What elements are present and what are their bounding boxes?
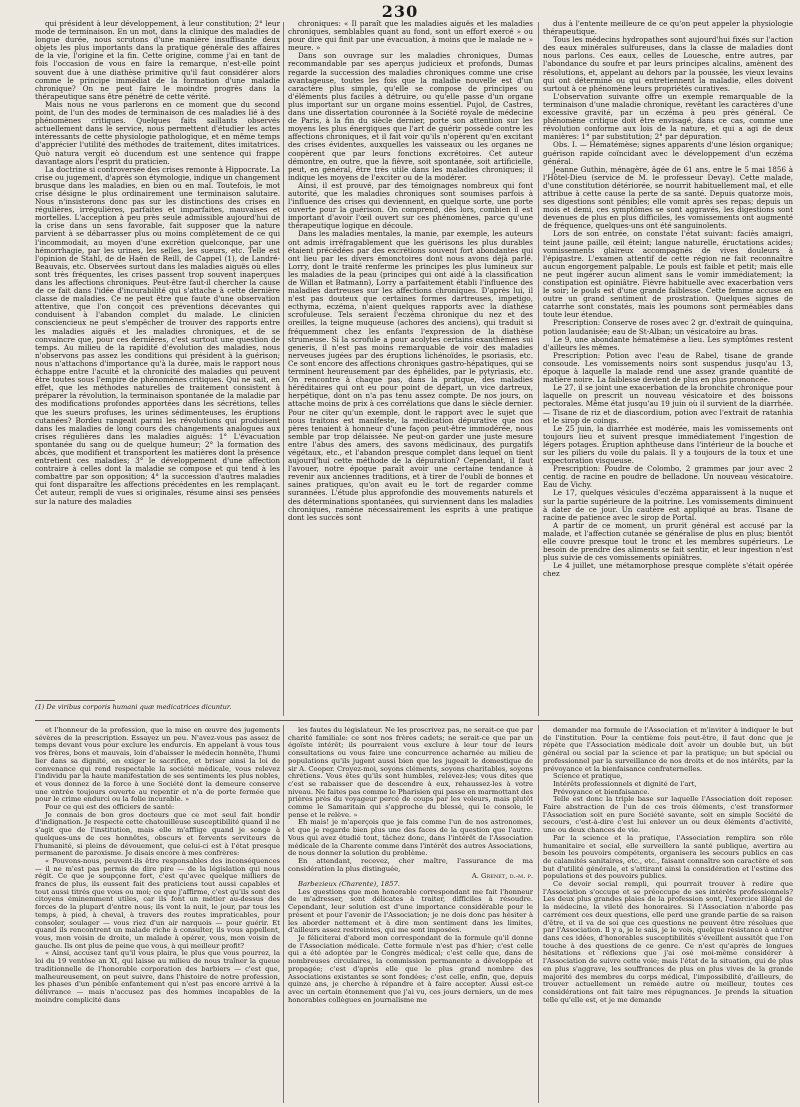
paragraph: et l'honneur de la profession, que la mise en œuvre des jugements sévères de la prescription. Essayez un peu. N'avez-vous pas assez de temps devant vous pour exclure les endurcis. En appelant à vous tous vos frères, bons et mauvais, loin d'abaisser le médecin honnête, l'humi lier dans sa dignité, en exiger le sacrifice, et briser ainsi la loi de convenance qui rend respectable la société médicale, vous relevez l'individu par la haute manifestation de ses sentiments les plus nobles, et vous donnez de la force à une Société dont la demeure conserve une entrée toujours ouverte au repentir et n'a de porte fermée que pour le crime endurci ou la folie incurable. » bbox=[35, 727, 280, 804]
paragraph: Je féliciterai d'abord mon correspondant de la formule qu'il donne de l'Association médicale. Cette formule n'est pas d'hier; c'est celle qui a été adoptée par le Congrès médical; c'est celle que, dans de nombreuses circulaires, la commission permanente a développée et propagée; c'est d'après elle que le plus grand nombre des Associations existantes se sont fondées; c'est celle, enfin, que, depuis quinze ans, je cherche à répandre et à faire accepter. Aussi est-ce avec un certain étonnement que j'ai vu, ces jours derniers, un de mes honorables collègues en journalisme me bbox=[288, 933, 533, 1004]
paragraph: Les questions que mon honorable correspondant me fait l'honneur de m'adresser, sont délicates à traiter, difficiles à résoudre. Cependant, leur solution est d'une importance considérable pour le présent et pour l'avenir de l'Association; je ne dois donc pas hésiter à les aborder nettement et à dire mon sentiment dans les limites, d'ailleurs assez restreintes, qui me sont imposées. bbox=[288, 887, 533, 935]
paragraph: Le 4 juillet, une métamorphose presque complète s'était opérée chez bbox=[543, 561, 793, 579]
paragraph: Prescription: Poudre de Colombo, 2 grammes par jour avec 2 centig. de racine en poudre de belladone. Un nouveau vésicatoire. Eau de Vichy. bbox=[543, 464, 793, 490]
paragraph: demander ma formule de l'Association et m'inviter à indiquer le but de l'institution. Pour la centième fois peut-être, il faut donc que je répète que l'Association médicale doit avoir un double but, un but général ou social par la science et par la pratique; un but spécial ou professionnel par la surveillance de nos droits et de nos intérêts, par la prévoyance et la bienfaisance confraternelles. bbox=[543, 727, 793, 773]
paragraph: dus à l'entente meilleure de ce qu'on peut appeler la physiologie thérapeutique. bbox=[543, 20, 793, 37]
paragraph: chroniques: « Il paraît que les maladies aiguës et les maladies chroniques, semblables quant au fond, sont un effort exercé » ou pour dire qui finit par une évacuation, à moins que le malade ne » meure. » bbox=[288, 20, 533, 53]
paragraph: Dans son ouvrage sur les maladies chroniques, Dumas recommandable par ses aperçus judicieux et profonds, Dumas regarde la succession des maladies chroniques comme une crise avantageuse, toutes les fois que la maladie nouvelle est d'un caractère plus simple, qu'elle se compose de principes ou d'éléments plus faciles à détruire, ou qu'elle passe d'un organe plus important sur un organe moins essentiel. Pujol, de Castres, dans une dissertation couronnée à la Société royale de médecine de Paris, à la fin du siècle dernier, porte son attention sur les moyens les plus énergiques que l'art de guérir possède contre les affections chroniques, et il fait voir qu'ils n'opèrent qu'en excitant des crises évidentes, auxquelles les vaisseaux ou les organes ne coopèrent que par leurs fonctions excrétoires. Cet auteur démontre, en outre, que la fièvre, soit spontanée, soit artificielle, peut, en général, être très utile dans les maladies chroniques; il indique les moyens de l'exciter ou de la modérer. bbox=[288, 51, 533, 182]
paragraph: Prévoyance et bienfaisance. bbox=[553, 787, 650, 796]
paragraph: Eh mais! je m'aperçois que je fais comme l'un de nos astronomes, et que je regarde bien plus une des faces de la question que l'autre. Vous qui avez étudié tout, tâchez donc, dans l'intérêt de l'Association médicale de la Charente comme dans l'intérêt des autres Associations, de nous donner la solution du problème. bbox=[288, 818, 533, 858]
paragraph: « Ainsi, accusez tant qu'il vous plaira, le plus que vous pourrez, la loi du 19 ventôse an XI, qui laisse au milieu de nous traîner la queue traditionnelle de l'honorable corporation des barbiers — c'est que, malheureusement, on peut suivre, dans l'histoire de notre profession, les phases d'un pénible enfantement qui n'est pas encore arrivé à la délivrance — mais n'accusez pas des hommes incapables de la moindre complicité dans bbox=[35, 949, 280, 1004]
signature: A. Grenet, d.-m. p. bbox=[471, 872, 533, 881]
paragraph: « Pouvons-nous, peuvent-ils être responsables des inconséquences — il ne m'est pas permis de dire pire — de la législation qui nous régit. Ce que je soupçonne fort, c'est qu'avec quelque milliers de francs de plus, ils eussent fait des praticiens tout aussi capables et tout aussi titrés que vous ou moi; ce que j'affirme, c'est qu'ils sont des citoyens éminemment utiles, car ils font un métier au-dessus des forces de la plupart d'entre nous; ils vont la nuit, le jour, par tous les temps, à pied, à cheval, à travers des routes impraticables, pour consoler, soulager — vous riez d'un air narquois — pour guérir. Et quand ils rencontrent un malade riche à consulter, ils vous appellent, vous, mon voisin de droite, un malade à opérer, vous, mon voisin de gauche. Ils ont plus de peine que vous, à qui meilleur profit? bbox=[35, 856, 280, 950]
column-divider bbox=[283, 725, 284, 1103]
paragraph: Prescription: Conserve de roses avec 2 gr. d'extrait de quinquina, potion laudanisée; eau de St-Alban; un vésicatoire au bras. bbox=[543, 318, 793, 336]
paragraph: Prescription: Potion avec l'eau de Rabel, tisane de grande consoude. Les vomissements noirs sont suspendus jusqu'au 13, époque à laquelle la malade rend une assez grande quantité de matière noire. La faiblesse devient de plus en plus prononcée. bbox=[543, 350, 793, 385]
footnote-rule bbox=[35, 700, 115, 701]
paragraph: Le 25 juin, la diarrhée est modérée, mais les vomissements ont toujours lieu et suivent presque immédiatement l'ingestion de légers potages. Éruption aphtheuse dans l'intérieur de la bouche et sur les piliers du voile du palais. Il y a toujours de la toux et une expectoration visqueuse. bbox=[543, 423, 793, 466]
paragraph: Pour ce qui est des officiers de santé: bbox=[45, 803, 175, 812]
column-3 bbox=[543, 20, 793, 716]
paragraph: Jeanne Guthin, ménagère, âgée de 61 ans, entre le 5 mai 1856 à l'Hôtel-Dieu (service de M. le professeur Devay). Cette malade, d'une constitution détériorée, se nourrit habituellement mal, et elle attribue à cette cause la perte de sa santé. Depuis quatorze mois, ses digestions sont pénibles; elle vomit après ses repas; depuis un mois et demi, ces symptômes se sont aggravés, les digestions sont devenues de plus en plus difficiles, les vomissements ont augmenté de fréquence, quelques-uns ont été sanguinolents. bbox=[543, 164, 793, 231]
paragraph: Telle est donc la triple base sur laquelle l'Association doit reposer. Faire abstraction de l'un de ces trois éléments, c'est transformer l'Association soit en pure Société savante, soit en simple Société de secours, c'est-à-dire c'est lui enlever un ou deux éléments d'activité, une ou deux chances de vie. bbox=[543, 795, 793, 835]
dateline: Barbezieux (Charente), 1857. bbox=[298, 880, 400, 889]
paragraph: Le 27, il se joint une exacerbation de la bronchite chronique pour laquelle on prescrit un nouveau vésicatoire et des boissons pectorales. Même état jusqu'au 19 juin où il survient de la diarrhée. — Tisane de riz et de diascordium, potion avec l'extrait de ratanhia et le sirop de coings. bbox=[543, 383, 793, 425]
paragraph: les fautes du législateur. Ne les proscrivez pas, ne serait-ce que par charité familiale: ce sont nos frères cadets; ne serait-ce que par un égoïste intérêt; ils pourraient vous exclure à leur tour de leurs consultations ou vous faire une concurrence acharnée au milieu de populations qu'ils jugent aussi bien que les jugeait le domestique de sir A. Cooper. Croyez-moi, soyons cléments, soyons charitables, soyons chrétiens. Vous êtes qu'ils sont humbles, relevez-les; vous dites que c'est se rabaisser que de descendre à eux, rehaussez-les à votre niveau. Ne faites pas comme le Pharisien qui passe en marmottant des prières près du voyageur percé de coups par les voleurs, mais plutôt comme le Samaritain qui s'approche du blessé, qui le console, le pense et le relève. » bbox=[288, 727, 533, 819]
paragraph: Ainsi, il est prouvé, par des témoignages nombreux qui font autorité, que les maladies chroniques sont soumises parfois à l'influence des crises qui deviennent, en quelque sorte, une porte ouverte pour la guérison. On comprend, dès lors, combien il est important d'avoir l'œil ouvert sur ces phénomènes, parce qu'une thérapeutique logique en découle. bbox=[288, 180, 533, 231]
paragraph: Tous les médecins hydropathes sont aujourd'hui fixés sur l'action des eaux minérales sulfureuses, dans la classe de maladies dont nous parlons. Ces eaux, celles de Louesche, entre autres, par l'abondance du soufre et par leurs principes alcalins, amènent des résolutions, et, appelant au dehors par la poussée, les vieux levains qui ont déterminé ou qui entretiennent la maladie, elles doivent surtout à ce phénomène leurs propriétés curatives. bbox=[543, 35, 793, 93]
paragraph: Mais nous ne vous parlerons en ce moment que du second point, de l'un des modes de terminaison de ces maladies lié à des phénomènes critiques. Quelques faits saillants observés actuellement dans le service, nous permettent d'étudier les actes intéressants de cette physiologie pathologique, et en même temps d'apprécier l'utilité des méthodes de traitement, dites imitatrices. Quò natura vergit eò ducendum est une sentence qui frappe davantage alors l'esprit du praticien. bbox=[35, 99, 280, 166]
column-2 bbox=[288, 20, 533, 716]
paragraph: Lors de son entrée, on constate l'état suivant: faciès amaigri, teint jaune paille, œil éteint; langue naturelle, éructations acides; vomissements glaireux accompagnés de vives douleurs à l'épigastre. L'examen attentif de cette région ne fait reconnaître aucun engorgement palpable. Le pouls est faible et petit; mais elle ne peut ingérer aucun aliment sans le vomir immédiatement; la constipation est opiniâtre. Fièvre habituelle avec exacerbation vers le soir; le pouls est d'une grande faiblesse. Cette femme accuse en outre un grand sentiment de prostration. Quelques signes de catarrhe sont constatés, mais les poumons sont perméables dans toute leur étendue. bbox=[543, 229, 793, 320]
paragraph: A partir de ce moment, un prurit général est accusé par la malade, et l'affection cutanée se généralise de plus en plus; bientôt elle couvre presque tout le tronc et les membres supérieurs. Le besoin de prendre des aliments se fait sentir, et leur ingestion n'est plus suivie de ces vomissements opiniâtres. bbox=[543, 520, 793, 563]
paragraph: En attendant, recevez, cher maître, l'assurance de ma considération la plus distinguée, bbox=[288, 856, 533, 873]
paragraph: Intérêts professionnels et dignité de l'art, bbox=[553, 779, 697, 788]
paragraph: Science et pratique, bbox=[553, 772, 623, 781]
paragraph: Le 17, quelques vésicules d'eczéma apparaissent à la nuque et sur la partie supérieure de la poitrine. Les vomissements diminuent à dater de ce jour. Un cautère est appliqué au bras. Tisane de racine de patience avec le sirop de Portal. bbox=[543, 488, 793, 522]
paragraph: qui président à leur développement, à leur constitution; 2° leur mode de terminaison. En un mot, dans la clinique des maladies de longue durée, nous scrutons d'une manière insuffisante deux objets les plus importants dans la pratique générale des affaires de la vie, l'origine et la fin. Cette origine, comme j'ai en tant de fois l'occasion de vous en faire la remarque, n'est-elle point souvent due à une diathèse primitive qu'il faut considérer alors comme le principe immédiat de la formation d'une maladie chronique? On ne peut faire le moindre progrès dans la thérapeutique sans être pénétré de cette vérité. bbox=[35, 20, 280, 101]
page-number: 230 bbox=[381, 2, 419, 21]
column-3 bbox=[543, 727, 793, 1103]
paragraph: Par la science et la pratique, l'Association remplira son rôle humanitaire et social, elle surveillera la santé publique, avertira au besoin les pouvoirs compétents, organisera les secours publics en cas de calamités sanitaires, etc., etc., faisant connaître son caractère et son but d'utilité générale, et s'attirant ainsi la considération et l'estime des populations et des pouvoirs publics. bbox=[543, 833, 793, 881]
observation-heading: Obs. I. — Hématémèse; signes apparents d'une lésion organique; guérison rapide coïncidant avec le développement d'un eczéma général. bbox=[543, 140, 793, 166]
column-2 bbox=[288, 727, 533, 1103]
column-1 bbox=[35, 727, 280, 1103]
column-divider bbox=[283, 22, 284, 716]
section-divider bbox=[35, 720, 793, 721]
paragraph: Le 9, une abondante hématémèse a lieu. Les symptômes restent d'ailleurs les mêmes. bbox=[543, 334, 793, 352]
paragraph: L'observation suivante offre un exemple remarquable de la terminaison d'une maladie chronique, revêtant les caractères d'une excessive gravité, par un eczéma à peu près général. Ce phénomène critique doit être envisagé, dans ce cas, comme une révolution conforme aux lois de la nature, et qui a agi de deux manières: 1° par substitution; 2° par dépuration. bbox=[543, 91, 793, 142]
column-divider bbox=[538, 22, 539, 716]
paragraph: Ce devoir social rempli, qui pourrait trouver à redire que l'Association s'occupe et se préoccupe de ses intérêts professionnels? Les deux plus grandes plaies de la profession sont, l'exercice illégal de la médecine, la vileté des honoraires. Si l'Association n'aborde pas carrément ces deux questions, elle perd une grande partie de sa raison d'être, et il va de soi que ces questions ne peuvent être résolues que par l'Association. Il y a, je le sais, je le vois, quelque résistance à entrer dans ces idées, d'honorables susceptibilités s'éveillent aussitôt que l'on touche à des questions de ce genre. Ce n'est qu'après de longues hésitations et réflexions que j'ai osé moi-même considérer à l'Association de suivre cette voie; mais l'état de la situation, qui de plus en plus s'aggrave, les souffrances de plus en plus vives de la grande majorité des membres du corps médical, l'impossibilité, d'ailleurs, de trouver actuellement un remède autre ou meilleur, toutes ces considérations ont fait taire mes répugnances. Je prends la situation telle qu'elle est, et je me demande bbox=[543, 880, 793, 1004]
footnote: (1) De viribus corporis humani quæ medicatrices dicuntur. bbox=[35, 703, 232, 711]
paragraph: Dans les maladies mentales, la manie, par exemple, les auteurs ont admis irréfragablement que les guérisons les plus durables étaient précédées par des excrétions souvent fort abondantes qui ont lieu par les divers émonctoires dont nous avons déjà parlé. Lorry, dont le traité renferme les principes les plus lumineux sur les maladies de la peau (principes qui ont aidé à la classification de Willan et Batmann), Lorry a parfaitement établi l'influence des maladies dartreuses sur les affections chroniques. D'après lui, il n'est pas douteux que certaines formes dartreuses, impetigo, ecthyma, eczéma, n'aient quelques rapports avec la diathèse scrofuleuse. Tels seraient l'eczéma chronique du nez et des oreilles, la teigne muqueuse (achores des anciens), qui traduit si fréquemment chez les enfants l'expression de la diathèse strumeuse. Si la scrofule a pour acolytes certains exanthèmes sui generis, il n'est pas moins remarquable de voir des maladies nerveuses jugées par des éruptions lichénoïdes, le psoriasis, etc. Ce sont encore des affections chroniques gastro-hépatiques, qui se terminent heureusement par des éphélides, par le pytyriasis, etc. On rencontre à chaque pas, dans la pratique, des maladies héréditaires qui ont eu pour point de départ, un vice dartreux, herpétique, dont on n'a pas tenu assez compte. De nos jours, on attache moins de prix à ces corrélations que dans le siècle dernier. Pour ne citer qu'un exemple, dont le rapport avec le sujet que nous traitons est manifeste, la médication dépurative que nos pères tenaient à honneur d'une façon peut-être immodérée, nous semble par trop délaissée. Ne peut-on garder une juste mesure entre l'abus des amers, des savons médicinaux, des purgatifs végétaux, etc., et l'abandon presque complet dans lequel on tient aujourd'hui cette méthode de la dépuration? Cependant, il faut l'avouer, notre époque paraît avoir une certaine tendance à revenir aux anciennes traditions, et à tirer de l'oubli de bonnes et saines pratiques, qu'on avait eu le tort de regarder comme surannées. L'étude plus approfondie des mouvements naturels et des déterminations spontanées, qui surviennent dans les maladies chroniques, ramène nécessairement les esprits à une pratique dont les succès sont bbox=[288, 229, 533, 522]
paragraph: La doctrine si controversée des crises remonte à Hippocrate. La crise ou jugement, d'après son étymologie, indique un changement brusque dans les maladies, en bien ou en mal. Toutefois, le mot crise désigne le plus ordinairement une terminaison salutaire. Nous n'insisterons donc pas sur les distinctions des crises en régulières, irrégulières, parfaites et imparfaites, mauvaises et mortelles. L'acception à peu près seule admissible aujourd'hui de la crise dans un sens favorable, fait supposer que la nature parvient à se débarrasser plus ou moins complètement de ce qui l'incommodait, au moyen d'une excrétion quelconque, par une hémorrhagie, par les urines, les selles, les sueurs, etc. Telle est l'opinion de Stahl, de de Haën de Reill, de Cappel (1), de Landré-Beauvais, etc. Observées surtout dans les maladies aiguës où elles sont très fréquentes, les crises passent trop souvent inaperçues dans les affections chroniques. Peut-être faut-il chercher la cause de ce fait dans l'idée d'incurabilité qui s'attache à cette dernière classe de maladies. Ce ne peut être que faute d'une observation attentive, que l'on conçoit ces préventions décevantes qui conduisent à l'abandon complet du malade. Le clinicien consciencieux ne peut s'empêcher de trouver des rapports entre les maladies aiguës et les maladies chroniques, et de se convaincre que, pour ces dernières, c'est surtout une question de temps. Au milieu de la rapidité d'évolution des maladies, nous n'observons pas assez les conditions qui président à la guérison; nous n'attachons d'importance qu'à la durée, mais le rapport nous échappe entre l'acuité et la chronicité des maladies qui peuvent être toutes sous l'empire de phénomènes critiques. Qui ne sait, en effet, que les méthodes naturelles de traitement consistent à préparer la révolution, la terminaison spontanée de la maladie par des modifications profondes apportées dans les sécrétions, telles que les sueurs profuses, les urines sédimenteuses, les éruptions cutanées? Bordeu rangeait parmi les révolutions qui produisent dans les maladies de long cours des changements analogues aux crises régulières dans les maladies aiguës: 1° L'évacuation spontanée du sang ou de quelque humeur; 2° la formation des abcès, que modifient et transportent les matières dont la présence entretient ces maladies; 3° le développement d'une affection contraire à celles dont la maladie se compose et qui tend à les combattre par son opposition; 4° la succession d'autres maladies qui font disparaître les affections précédentes en les remplaçant. Cet auteur, rempli de vues si originales, résume ainsi ses pensées sur la nature des maladies bbox=[35, 164, 280, 506]
column-divider bbox=[538, 725, 539, 1103]
column-1 bbox=[35, 20, 280, 716]
paragraph: Je connais de bon gros docteurs que ce mot seul fait bondir d'indignation. Je respecte cette chatouilleuse susceptibilité quand il ne s'agit que de l'institution, mais elle m'afflige quand je songe à quelques-uns de ces honnêtes, obscurs et fervents serviteurs de l'humanité, si pleins de dévouement, que celui-ci est à l'état presque permanent de paroxisme. Je disais encore à mes confrères: bbox=[35, 810, 280, 858]
